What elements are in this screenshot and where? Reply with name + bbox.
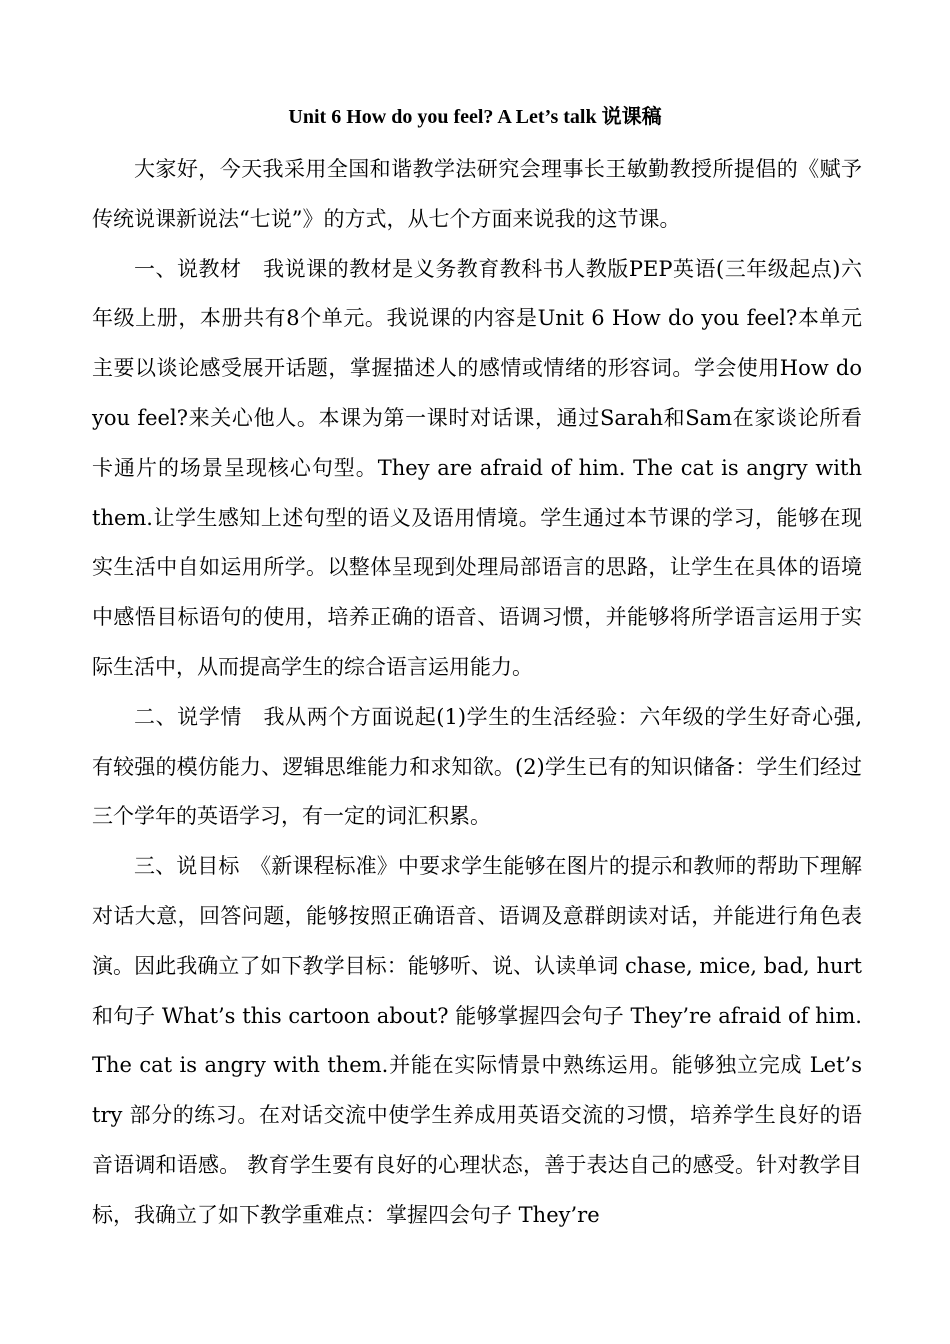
paragraph-intro: 大家好，今天我采用全国和谐教学法研究会理事长王敏勤教授所提倡的《赋予传统说课新说法“七说”》的方式，从七个方面来说我的这节课。 bbox=[92, 157, 862, 231]
paragraph-textbook: 一、说教材 我说课的教材是义务教育教科书人教版PEP英语(三年级起点)六年级上册，本册共有8个单元。我说课的内容是Unit 6 How do you feel?本单元主要以谈论感受展开话题，掌握描述人的感情或情绪的形容词。学会使用How do you feel?来关心他人。本课为第一课时对话课，通过Sarah和Sam在家谈论所看卡通片的场景呈现核心句型。They are afraid of him. The cat is angry with them.让学生感知上述句型的语义及语用情境。学生通过本节课的学习，能够在现实生活中自如运用所学。以整体呈现到处理局部语言的思路，让学生在具体的语境中感悟目标语句的使用，培养正确的语音、语调习惯，并能够将所学语言运用于实际生活中，从而提高学生的综合语言运用能力。 bbox=[92, 256, 862, 679]
paragraph-students: 二、说学情 我从两个方面说起(1)学生的生活经验：六年级的学生好奇心强,有较强的模仿能力、逻辑思维能力和求知欲。(2)学生已有的知识储备：学生们经过三个学年的英语学习，有一定的词汇积累。 bbox=[92, 704, 862, 829]
paragraph-objectives: 三、说目标 《新课程标准》中要求学生能够在图片的提示和教师的帮助下理解对话大意，回答问题，能够按照正确语音、语调及意群朗读对话，并能进行角色表演。因此我确立了如下教学目标：能够听、说、认读单词 chase, mice, bad, hurt 和句子 What’s this cartoon about? 能够掌握四会句子 They’re afraid of him. The cat is angry with them.并能在实际情景中熟练运用。能够独立完成 Let’s try 部分的练习。在对话交流中使学生养成用英语交流的习惯，培养学生良好的语音语调和语感。 教育学生要有良好的心理状态，善于表达自己的感受。针对教学目标，我确立了如下教学重难点：掌握四会句子 They’re bbox=[92, 854, 862, 1227]
document-title: Unit 6 How do you feel? A Let’s talk 说课稿 bbox=[288, 106, 662, 128]
document-body bbox=[92, 145, 862, 1241]
